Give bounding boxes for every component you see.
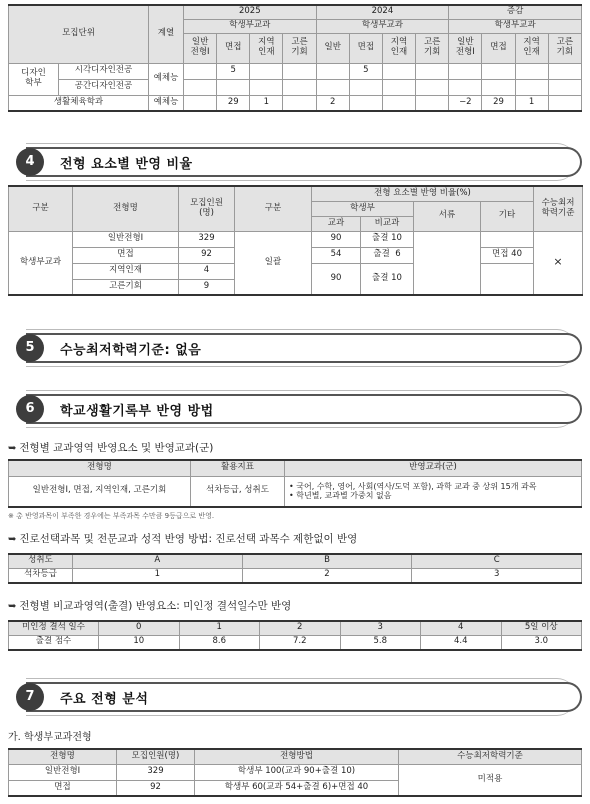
cell <box>416 79 449 95</box>
cell <box>449 63 482 79</box>
col-header: 지역 인재 <box>382 33 415 63</box>
header-subject: 교과 <box>312 216 361 231</box>
table-row <box>9 568 582 583</box>
cell <box>482 63 515 79</box>
col-header: 면접 <box>349 33 382 63</box>
header-cell: 성취도 <box>9 554 73 568</box>
attendance-table <box>8 620 582 651</box>
section-number: 6 <box>16 395 44 423</box>
header-subjects: 반영교과(군) <box>285 460 582 476</box>
name-cell: 고른기회 <box>73 279 179 295</box>
header-index: 활용지표 <box>191 460 285 476</box>
cell: 5.8 <box>340 635 421 650</box>
etc-cell: 면접 40 <box>481 247 534 263</box>
header-name: 전형명 <box>9 460 191 476</box>
cell <box>515 63 548 79</box>
header-track: 계열 <box>149 5 184 63</box>
subheading-text: 전형별 비교과영역(출결) 반영요소: 미인정 결석일수만 반영 <box>19 600 292 612</box>
cell: 29 <box>482 95 515 111</box>
min-standard-cell: 미적용 <box>399 764 582 796</box>
section-7-header <box>8 678 582 716</box>
index-cell: 석차등급, 성취도 <box>191 476 285 507</box>
subheading-text: 진로선택과목 및 전문교과 성적 반영 방법: 진로선택 과목수 제한없이 반영 <box>19 533 358 545</box>
header-cell: B <box>242 554 412 568</box>
header-category-2: 구분 <box>235 186 312 231</box>
cell <box>548 95 581 111</box>
cell: 3.0 <box>501 635 582 650</box>
col-header: 일반 전형Ⅰ <box>449 33 482 63</box>
section-4-header <box>8 143 582 181</box>
nonsubject-cell: 출결 6 <box>361 247 414 263</box>
table-row <box>9 79 582 95</box>
cell: 8.6 <box>179 635 260 650</box>
section-number: 7 <box>16 683 44 711</box>
subheading <box>8 440 213 455</box>
header-cell: 미인정 결석 일수 <box>9 621 99 635</box>
header-documents: 서류 <box>414 201 481 231</box>
col-header: 일반 <box>316 33 349 63</box>
cell <box>184 79 217 95</box>
major-name: 생활체육학과 <box>9 95 149 111</box>
cell: 1 <box>515 95 548 111</box>
subheading <box>8 531 357 546</box>
cell <box>349 95 382 111</box>
header-quota: 모집인원 (명) <box>179 186 235 231</box>
quota-cell: 329 <box>179 231 235 247</box>
header-cell: A <box>73 554 243 568</box>
cell <box>382 95 415 111</box>
header-cell: 전형명 <box>9 749 117 764</box>
cell <box>382 79 415 95</box>
name-cell: 일반전형Ⅰ <box>73 231 179 247</box>
cell: 1 <box>73 568 243 583</box>
subject-cell: 90 <box>312 231 361 247</box>
header-min-standard: 수능최저 학력기준 <box>534 186 583 231</box>
documents-cell <box>414 231 481 295</box>
cell <box>449 79 482 95</box>
header-cell: 수능최저학력기준 <box>399 749 582 764</box>
cell <box>217 79 250 95</box>
section-title: 주요 전형 분석 <box>60 692 149 707</box>
nonsubject-cell: 출결 10 <box>361 263 414 295</box>
track-cell: 예체능 <box>149 63 184 95</box>
quota-cell: 92 <box>117 780 195 796</box>
nonsubject-cell: 출결 10 <box>361 231 414 247</box>
table-row <box>9 95 582 111</box>
selection-ratio-table <box>8 185 582 296</box>
method-cell: 학생부 60(교과 54+출결 6)+면접 40 <box>195 780 399 796</box>
header-cell: 모집인원(명) <box>117 749 195 764</box>
cell <box>184 63 217 79</box>
name-cell: 일반전형Ⅰ <box>9 764 117 780</box>
subject-cell: 90 <box>312 263 361 295</box>
header-year-2025: 2025 <box>184 5 317 19</box>
table-row <box>9 476 582 507</box>
header-cell: 3 <box>340 621 421 635</box>
header-ratio: 전형 요소별 반영 비율(%) <box>312 186 534 201</box>
col-header: 지역 인재 <box>515 33 548 63</box>
method-cell: 학생부 100(교과 90+출결 10) <box>195 764 399 780</box>
etc-cell <box>481 231 534 247</box>
cell <box>250 63 283 79</box>
header-cell: 전형방법 <box>195 749 399 764</box>
col-header: 고른 기회 <box>283 33 316 63</box>
section-title: 학교생활기록부 반영 방법 <box>60 404 214 419</box>
cell <box>283 63 316 79</box>
cell <box>515 79 548 95</box>
cell <box>416 95 449 111</box>
section-title: 수능최저학력기준: 없음 <box>60 343 202 358</box>
quota-cell: 329 <box>117 764 195 780</box>
section-number: 5 <box>16 334 44 362</box>
subject-reflection-table <box>8 459 582 508</box>
cell <box>316 79 349 95</box>
cell <box>382 63 415 79</box>
cell <box>548 63 581 79</box>
cell <box>548 79 581 95</box>
cell <box>416 63 449 79</box>
section-6-header <box>8 390 582 428</box>
dept-cell: 디자인 학부 <box>9 63 59 95</box>
etc-cell <box>481 263 534 295</box>
arrow-icon: ➥ <box>8 443 17 454</box>
subjects-cell <box>285 476 582 507</box>
cell <box>349 79 382 95</box>
cell <box>184 95 217 111</box>
col-header: 면접 <box>482 33 515 63</box>
subheading <box>8 598 291 613</box>
track-cell: 예체능 <box>149 95 184 111</box>
cell <box>482 79 515 95</box>
header-cell: 5일 이상 <box>501 621 582 635</box>
cell: 2 <box>242 568 412 583</box>
cell <box>283 95 316 111</box>
major-name: 공간디자인전공 <box>59 79 149 95</box>
footnote: ※ 총 반영과목이 부족한 경우에는 부족과목 수만큼 9등급으로 반영. <box>8 512 215 520</box>
subjects-line-1: • 국어, 수학, 영어, 사회(역사/도덕 포함), 과학 교과 중 상위 15개 과목 <box>289 482 537 492</box>
header-name: 전형명 <box>73 186 179 231</box>
table-row <box>9 635 582 650</box>
category-cell: 학생부교과 <box>9 231 73 295</box>
header-sub-2025: 학생부교과 <box>184 19 317 33</box>
min-standard-cell: × <box>534 231 583 295</box>
col-header: 고른 기회 <box>548 33 581 63</box>
cell <box>250 79 283 95</box>
cell: 7.2 <box>260 635 341 650</box>
header-unit: 모집단위 <box>9 5 149 63</box>
cell: 1 <box>250 95 283 111</box>
col-header: 면접 <box>217 33 250 63</box>
cell: 2 <box>316 95 349 111</box>
header-year-2024: 2024 <box>316 5 449 19</box>
header-cell: 2 <box>260 621 341 635</box>
table-row <box>9 764 582 780</box>
cell: 3 <box>412 568 582 583</box>
header-cell: 1 <box>179 621 260 635</box>
name-cell: 일반전형Ⅰ, 면접, 지역인재, 고른기회 <box>9 476 191 507</box>
cell: −2 <box>449 95 482 111</box>
quota-cell: 9 <box>179 279 235 295</box>
admission-quota-table <box>8 4 582 112</box>
header-school-record: 학생부 <box>312 201 414 216</box>
arrow-icon: ➥ <box>8 601 17 612</box>
quota-cell: 4 <box>179 263 235 279</box>
table-row <box>9 63 582 79</box>
name-cell: 지역인재 <box>73 263 179 279</box>
quota-cell: 92 <box>179 247 235 263</box>
arrow-icon: ➥ <box>8 534 17 545</box>
cell: 4.4 <box>421 635 502 650</box>
subjects-line-2: • 학년별, 교과별 가중치 없음 <box>289 491 392 501</box>
career-grade-table <box>8 553 582 584</box>
header-sub-2024: 학생부교과 <box>316 19 449 33</box>
header-cell: C <box>412 554 582 568</box>
cell: 석차등급 <box>9 568 73 583</box>
cell: 10 <box>99 635 180 650</box>
cell <box>316 63 349 79</box>
section-5-header <box>8 329 582 367</box>
major-selection-table <box>8 748 582 797</box>
cell: 5 <box>349 63 382 79</box>
cell <box>283 79 316 95</box>
header-etc: 기타 <box>481 201 534 231</box>
header-sub-change: 학생부교과 <box>449 19 582 33</box>
header-category: 구분 <box>9 186 73 231</box>
subheading-text: 전형별 교과영역 반영요소 및 반영교과(군) <box>19 442 214 454</box>
name-cell: 면접 <box>9 780 117 796</box>
section-title: 전형 요소별 반영 비율 <box>60 157 193 172</box>
major-name: 시각디자인전공 <box>59 63 149 79</box>
cell: 29 <box>217 95 250 111</box>
col-header: 일반 전형Ⅰ <box>184 33 217 63</box>
table-row <box>9 231 583 247</box>
header-cell: 0 <box>99 621 180 635</box>
col-header: 고른 기회 <box>416 33 449 63</box>
subheading: 가. 학생부교과전형 <box>8 732 92 743</box>
cell: 출결 점수 <box>9 635 99 650</box>
category2-cell: 일괄 <box>235 231 312 295</box>
section-number: 4 <box>16 148 44 176</box>
header-change: 증감 <box>449 5 582 19</box>
subject-cell: 54 <box>312 247 361 263</box>
header-non-subject: 비교과 <box>361 216 414 231</box>
name-cell: 면접 <box>73 247 179 263</box>
cell: 5 <box>217 63 250 79</box>
col-header: 지역 인재 <box>250 33 283 63</box>
header-cell: 4 <box>421 621 502 635</box>
